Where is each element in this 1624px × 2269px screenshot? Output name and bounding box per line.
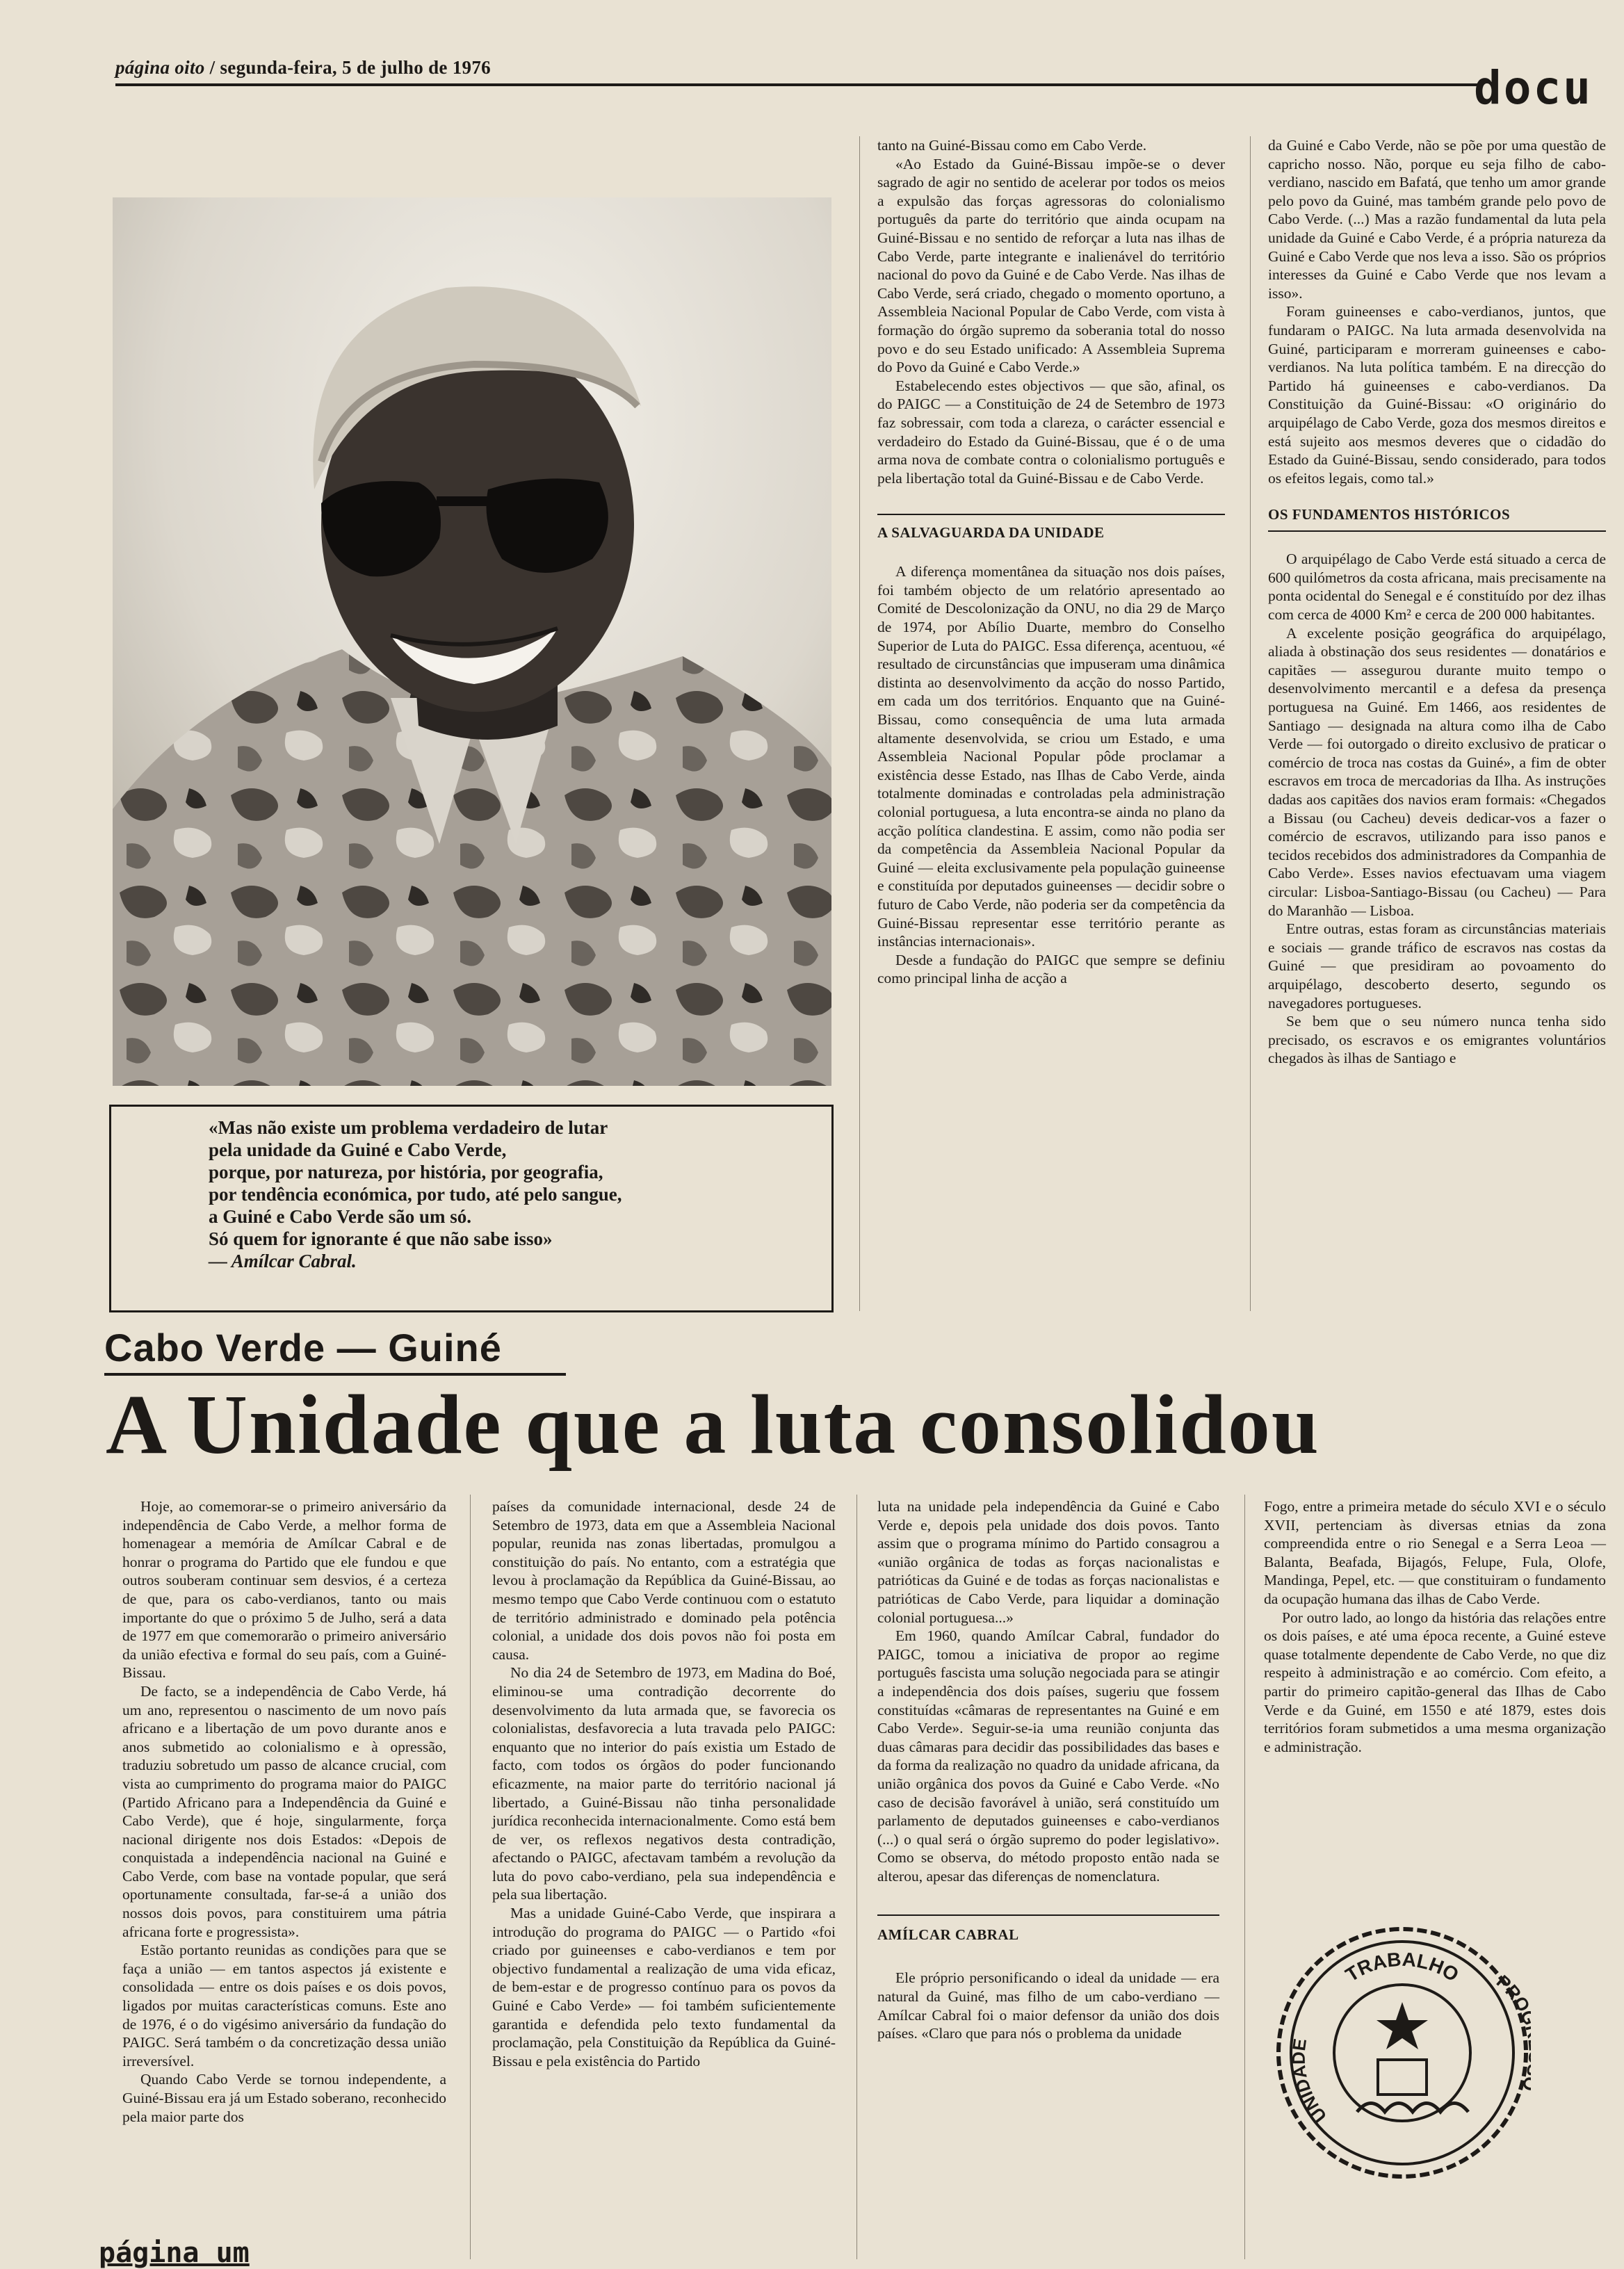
paragraph: O arquipélago de Cabo Verde está situado a cerca de 600 quilómetros da costa africana, mais precisamente na ponta ocidental do Senegal e é constituído por dez ilhas com cerca de 4000 Km² e cerca de 200 000 habitantes.	[1268, 551, 1606, 624]
svg-text:TRABALHO: TRABALHO	[1342, 1948, 1463, 1986]
column-divider	[859, 136, 860, 1311]
page-header: página oito / segunda-feira, 5 de julho de 1976	[115, 57, 491, 78]
column-divider	[470, 1495, 471, 2259]
quote-line: por tendência económica, por tudo, até pelo sangue,	[209, 1184, 622, 1205]
kicker: Cabo Verde — Guiné	[104, 1326, 502, 1369]
page-date: segunda-feira, 5 de julho de 1976	[220, 57, 491, 78]
headline: A Unidade que a luta consolidou	[106, 1378, 1320, 1472]
quote-author: — Amílcar Cabral.	[209, 1251, 357, 1271]
portrait-photo	[113, 197, 831, 1086]
paragraph: Hoje, ao comemorar-se o primeiro aniversário da independência de Cabo Verde, a melhor forma de homenagear a memória de Amílcar Cabral e de honrar o programa do Partido que ele fundou e que outros souberam continuar sem desvios, é a certeza de que, para os cabo-verdianos, tanto ou mais importante do que o próximo 5 de Julho, será a data de 1977 em que comemorarão o primeiro aniversário da união efectiva e formal do seu país, com a Guiné-Bissau.	[122, 1498, 446, 1682]
paragraph: Por outro lado, ao longo da história das relações entre os dois países, e até uma época recente, a Guiné esteve quase totalmente dependente de Cabo Verde, no que diz respeito à administração e ao comércio. Com efeito, a partir do primeiro capitão-general das Ilhas de Cabo Verde e da Guiné, em 1550 e até 1879, estes dois territórios foram submetidos a uma mesma organização e administração.	[1264, 1609, 1606, 1755]
paragraph: Entre outras, estas foram as circunstâncias materiais e sociais — grande tráfico de escravos nas costas da Guiné — que presidiram ao povoamento do arquipélago, descoberto deserto, segundo os navegadores portugueses.	[1268, 920, 1606, 1011]
article-column-bottom-4	[1264, 1497, 1606, 1756]
paragraph: países da comunidade internacional, desde 24 de Setembro de 1973, data em que a Assembleia Nacional popular, reunida nas zonas libertadas, promulgou a constituição do país. No entanto, com a estratégia que levou à proclamação da República da Guiné-Bissau, ao mesmo tempo que Cabo Verde continuou com o estatuto de território administrado e dominado pela potência colonial, a unidade dos dois povos não foi posta em causa.	[492, 1498, 836, 1663]
page-number: página oito	[115, 57, 205, 78]
portrait-illustration	[113, 197, 831, 1086]
paragraph: A excelente posição geográfica do arquipélago, aliada à obstinação dos seus residentes — donatários e capitães — assegurou durante muito tempo o desenvolvimento mercantil e a defesa da presença portuguesa na Guiné. Em 1466, aos residentes de Santiago — designada na altura como ilha de Cabo Verde — foi outorgado o direito exclusivo de praticar o comércio de troca nas costas da Guiné», a fim de obter escravos em troca de mercadorias da Ilha. As instruções dadas aos capitães dos navios eram formais: «Chegados a Bissau (ou Cacheu) deveis dedicar-vos a fazer o comércio de escravos, utilizando para isso panos e tecidos recebidos dos administradores da Companhia de Cabo Verde». Esses navios efectuavam uma viagem circular: Lisboa-Santiago-Bissau (ou Cacheu) — Para do Maranhão — Lisboa.	[1268, 624, 1606, 919]
paragraph: Fogo, entre a primeira metade do século XVI e o século XVII, pertenciam às diversas etnias da zona compreendida entre o rio Senegal e a Serra Leoa — Balanta, Beafada, Bijagós, Felupe, Fula, Olofe, Mandinga, Pepel, etc. — que constituiram o fundamento da ocupação humana das ilhas de Cabo Verde.	[1264, 1498, 1606, 1607]
quote-line: «Mas não existe um problema verdadeiro de lutar	[209, 1117, 608, 1138]
paragraph: Quando Cabo Verde se tornou independente, a Guiné-Bissau era já um Estado soberano, reconhecido pela maior parte dos	[122, 2071, 446, 2125]
subheading: A SALVAGUARDA DA UNIDADE	[877, 514, 1225, 542]
footer-page-label: página um	[99, 2237, 250, 2269]
paragraph: «Ao Estado da Guiné-Bissau impõe-se o dever sagrado de agir no sentido de acelerar por todos os meios a expulsão das forças agressoras do colonialismo português da parte do território que ainda ocupam na Guiné-Bissau e no sentido de reforçar a luta nas ilhas de Cabo Verde, parte integrante e inalienável do território nacional do povo da Guiné e de Cabo Verde. Nas ilhas de Cabo Verde, será criado, chegado o momento oportuno, a Assembleia Nacional Popular de Cabo Verde, com vista à formação do órgão supremo da soberania total do nosso povo e do seu Estado unificado: A Assembleia Suprema do Povo da Guiné e Cabo Verde.»	[877, 155, 1225, 376]
kicker-rule	[104, 1373, 566, 1376]
paragraph: A diferença momentânea da situação nos dois países, foi também objecto de um relatório apresentado ao Comité de Descolonização da ONU, no dia 29 de Março de 1974, por Abílio Duarte, membro do Conselho Superior de Luta do PAIGC. Essa diferença, acentuou, «é resultado de circunstâncias que impuseram uma dinâmica distinta ao desenvolvimento da acção do nosso Partido, em cada um dos territórios. Enquanto que na Guiné-Bissau, como consequência de uma luta armada altamente desenvolvida, se criou um Estado, e uma Assembleia Nacional Popular pôde proclamar a existência desse Estado, nas Ilhas de Cabo Verde, ainda totalmente dominadas e controladas pela administração colonial portuguesa, a luta encontra-se ainda no plano da acção política clandestina. E assim, como não podia ser da competência da Assembleia Nacional Popular da Guiné — eleita exclusivamente pela população guineense e constituída por deputados guineenses — decidir sobre o futuro de Cabo Verde, não poderia ser da competência da Guiné-Bissau representar esse território perante as instâncias internacionais».	[877, 563, 1225, 950]
paragraph: Foram guineenses e cabo-verdianos, juntos, que fundaram o PAIGC. Na luta armada desenvolvida na Guiné, participaram e morreram guineenses e cabo-verdianos. Na luta política também. E na direcção do Partido há guineenses e cabo-verdianos. Da Constituição da Guiné-Bissau: «O originário do arquipélago de Cabo Verde, goza dos mesmos direitos e está sujeito aos mesmos deveres que o cidadão do Estado da Guiné-Bissau, sendo considerado, para todos os efeitos legais, como tal.»	[1268, 303, 1606, 487]
paragraph: No dia 24 de Setembro de 1973, em Madina do Boé, eliminou-se uma contradição decorrente do desenvolvimento da luta armada que, se favorecia os colonialistas, desfavorecia a luta travada pelo PAIGC: enquanto que no interior do país existia um Estado de facto, com todos os órgãos do poder funcionando eficazmente, na maior parte do território nacional já libertado, a Guiné-Bissau não tinha personalidade jurídica reconhecida internacionalmente. Como está bem de ver, os reflexos negativos desta contradição, afectando o PAIGC, afectavam também a revolução da luta do povo cabo-verdiano, pela sua independência e pela sua libertação.	[492, 1664, 836, 1903]
header-rule	[115, 83, 1478, 86]
paragraph: Estabelecendo estes objectivos — que são, afinal, os do PAIGC — a Constituição de 24 de Setembro de 1973 faz sobressair, com toda a clareza, o carácter essencial e verdadeiro do Estado da Guiné-Bissau, que é o de uma arma nova de combate contra o colonialismo português e pela libertação total da Guiné-Bissau e de Cabo Verde.	[877, 377, 1225, 487]
svg-text:UNIDADE: UNIDADE	[1288, 2037, 1331, 2127]
subheading: AMÍLCAR CABRAL	[877, 1914, 1219, 1944]
quote-line: a Guiné e Cabo Verde são um só.	[209, 1206, 472, 1227]
paragraph: luta na unidade pela independência da Guiné e Cabo Verde e, depois pela unidade dos dois povos. Tanto assim que o programa mínimo do Partido consagrou a «união orgânica de todas as forças nacionalistas e patrióticas da Guiné e de todas as forças nacionalistas e patrióticas de Cabo Verde, para liquidar a dominação colonial portuguesa...»	[877, 1498, 1219, 1626]
paragraph: Ele próprio personificando o ideal da unidade — era natural da Guiné, mas filho de um cabo-verdiano — Amílcar Cabral foi o maior defensor da união dos dois países. «Claro que para nós o problema da unidade	[877, 1969, 1219, 2042]
pull-quote	[209, 1116, 820, 1272]
paragraph: Estão portanto reunidas as condições para que se faça a união — em tantos aspectos já existente e consolidada — entre os dois países e os dois povos, ligados por muitas características comuns. Este ano de 1976, é o do vigésimo aniversário da fundação do PAIGC. Será também o da concretização dessa união irreversível.	[122, 1942, 446, 2069]
svg-text:PROGRESSO: PR	[1492, 1971, 1526, 2004]
subheading: OS FUNDAMENTOS HISTÓRICOS	[1268, 505, 1606, 532]
section-label: docu	[1474, 61, 1593, 115]
article-column-bottom-2	[492, 1497, 836, 2070]
paragraph: Mas a unidade Guiné-Cabo Verde, que inspirara a introdução do programa do PAIGC — o Partido «foi criado por guineenses e cabo-verdianos e tem por objectivo fundamental a realização de uma vida eficaz, de bem-estar e de progresso contínuo para os povos da Guiné e Cabo Verde» — foi também suficientemente garantida e defendida pelo texto fundamental da proclamação, pela Constituição da República da Guiné-Bissau e pela existência do Partido	[492, 1905, 836, 2069]
quote-line: porque, por natureza, por história, por geografia,	[209, 1162, 603, 1182]
paragraph: tanto na Guiné-Bissau como em Cabo Verde.	[877, 137, 1147, 154]
article-column-bottom-1	[122, 1497, 446, 2126]
seal-icon	[1274, 1924, 1531, 2181]
paragraph: Se bem que o seu número nunca tenha sido precisado, os escravos e os emigrantes voluntários chegados às ilhas de Santiago e	[1268, 1013, 1606, 1067]
article-column-top-4	[1268, 136, 1606, 1068]
column-divider	[1250, 136, 1251, 1311]
paragraph: Desde a fundação do PAIGC que sempre se definiu como principal linha de acção a	[877, 951, 1225, 987]
article-column-top-3	[877, 136, 1225, 988]
paigc-seal-emblem	[1274, 1924, 1531, 2181]
paragraph: da Guiné e Cabo Verde, não se põe por uma questão de capricho nosso. Não, porque eu seja filho de cabo-verdiano, nascido em Bafatá, que tenho um amor grande pelo povo da Guiné, mas também grande pelo povo de Cabo Verde. (...) Mas a razão fundamental da luta pela unidade da Guiné e Cabo Verde, é a própria natureza da Guiné e Cabo Verde que nos leva a isso. São os próprios interesses da Guiné e Cabo Verde que nos levam a isso».	[1268, 137, 1606, 302]
paragraph: Em 1960, quando Amílcar Cabral, fundador do PAIGC, tomou a iniciativa de propor ao regime português fascista uma solução negociada para se atingir a independência dos dois países, sugeriu que fossem constituídas «câmaras de representantes na Guiné e em Cabo Verde». Seguir-se-ia uma reunião conjunta das duas câmaras para decidir das possibilidades das bases e da forma da realização no quadro da unidade africana, da união orgânica dos povos da Guiné e Cabo Verde. «No caso de decisão favorável à união, será constituído um parlamento de deputados guineenses e cabo-verdianos (...) o qual será o órgão supremo do poder legislativo». Como se observa, do método proposto então nada se alterou, apesar das diferenças de nomenclatura.	[877, 1627, 1219, 1885]
quote-line: pela unidade da Guiné e Cabo Verde,	[209, 1139, 507, 1160]
column-divider	[856, 1495, 857, 2259]
quote-line: Só quem for ignorante é que não sabe isso»	[209, 1228, 553, 1249]
article-column-bottom-3	[877, 1497, 1219, 2043]
paragraph: De facto, se a independência de Cabo Verde, há um ano, representou o nascimento de um novo país africano e a libertação de um povo durante anos e anos submetido ao colonialismo e à opressão, traduziu sobretudo um passo de alcance crucial, com vista ao cumprimento do programa maior do PAIGC (Partido Africano para a Independência da Guiné e Cabo Verde), que é hoje, singularmente, força nacional dirigente nos dois Estados: «Depois de conquistada a independência nacional na Guiné e Cabo Verde, com base na vontade popular, que será oportunamente consultada, far-se-á a união dos nossos dois povos, para constituirem uma pátria africana forte e progressista».	[122, 1682, 446, 1940]
column-divider	[1244, 1495, 1245, 2259]
